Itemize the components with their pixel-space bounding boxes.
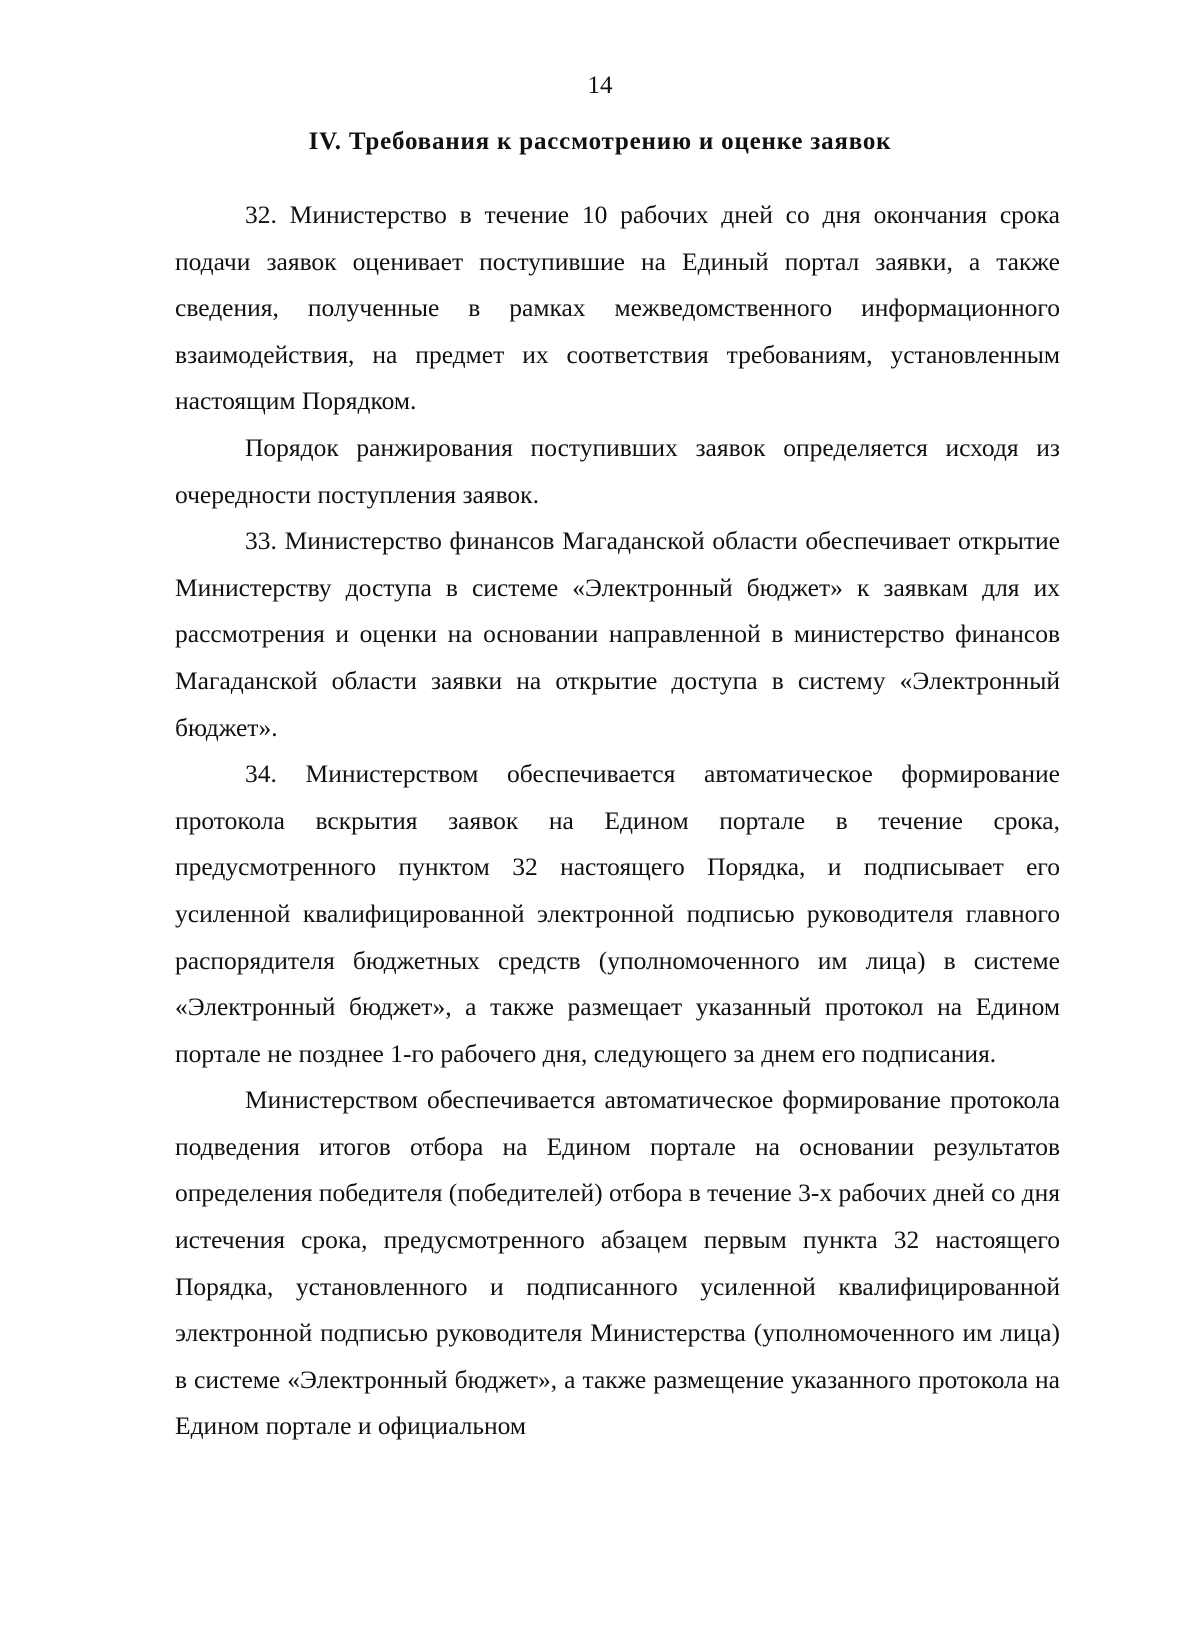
paragraph-34: 34. Министерством обеспечивается автоматическое формирование протокола вскрытия заявок на Едином портале в течение срока, предусмотренного пунктом 32 настоящего Порядка, и подписывает его усиленной квалифицированной электронной подписью руководителя главного распорядителя бюджетных средств (уполномоченного им лица) в системе «Электронный бюджет», а также размещает указанный протокол на Едином портале не позднее 1-го рабочего дня, следующего за днем его подписания. [175, 759, 1060, 1068]
paragraph-32: 32. Министерство в течение 10 рабочих дней со дня окончания срока подачи заявок оценивает поступившие на Единый портал заявки, а также сведения, полученные в рамках межведомственного информационного взаимодействия, на предмет их соответствия требованиям, установленным настоящим Порядком. [175, 200, 1060, 416]
section-title: IV. Требования к рассмотрению и оценке заявок [308, 128, 892, 155]
document-body [175, 192, 1060, 1450]
paragraph-33: 33. Министерство финансов Магаданской области обеспечивает открытие Министерству доступа в системе «Электронный бюджет» к заявкам для их рассмотрения и оценки на основании направленной в министерство финансов Магаданской области заявки на открытие доступа в систему «Электронный бюджет». [175, 526, 1060, 742]
paragraph-summary-protocol: Министерством обеспечивается автоматическое формирование протокола подведения итогов отбора на Едином портале на основании результатов определения победителя (победителей) отбора в течение 3-х рабочих дней со дня истечения срока, предусмотренного абзацем первым пункта 32 настоящего Порядка, установленного и подписанного усиленной квалифицированной электронной подписью руководителя Министерства (уполномоченного им лица) в системе «Электронный бюджет», а также размещение указанного протокола на Едином портале и официальном [175, 1085, 1060, 1441]
paragraph-ranking-order: Порядок ранжирования поступивших заявок определяется исходя из очередности поступления заявок. [175, 432, 1060, 509]
page-number: 14 [587, 72, 613, 99]
